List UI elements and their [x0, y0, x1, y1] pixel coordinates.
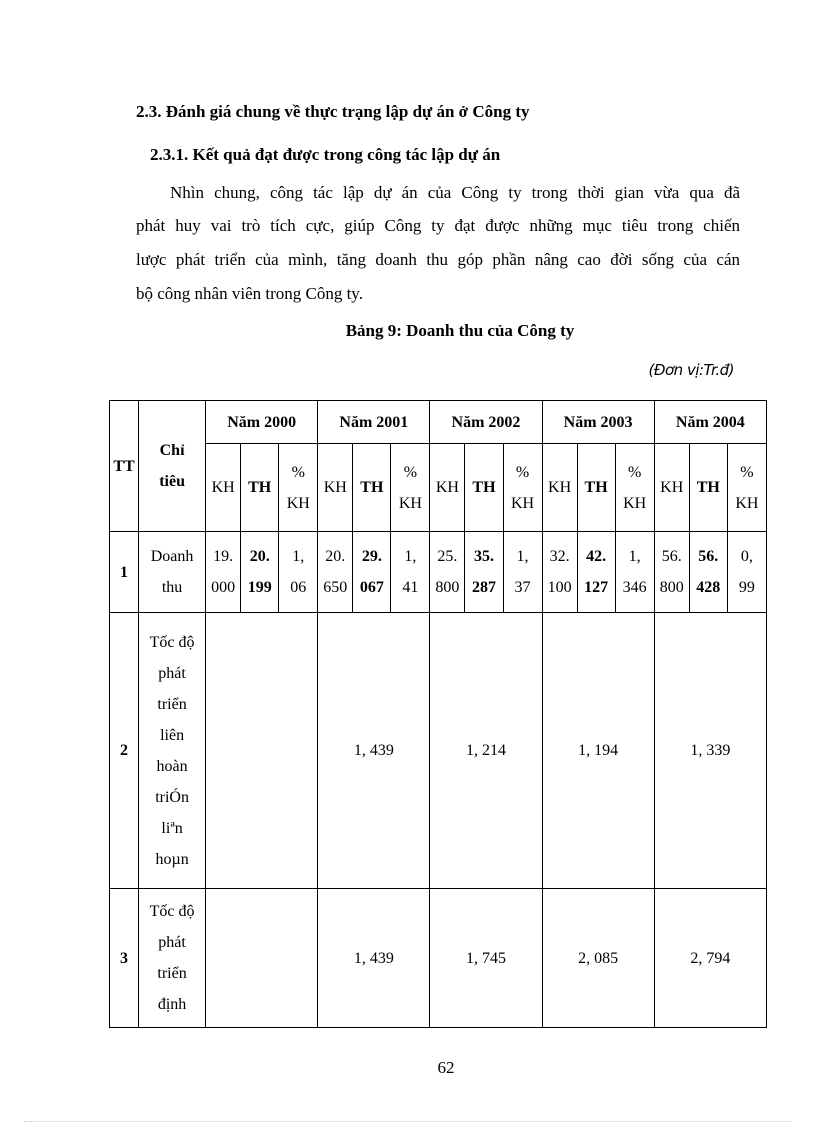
row-3-tt: 3 — [110, 889, 139, 1028]
row-3-value-2004: 2, 794 — [654, 889, 766, 1028]
cell-2003-kh: 32. 100 — [542, 532, 577, 613]
paragraph-line-1: Nhìn chung, công tác lập dự án của Công ty trong thời gian vừa qua đã — [170, 183, 740, 202]
cell-2000-pct: 1, 06 — [279, 532, 318, 613]
subheader-th: TH — [689, 444, 727, 532]
row-2-value-2004: 1, 339 — [654, 613, 766, 889]
row-1-tt: 1 — [110, 532, 139, 613]
header-year-2001: Năm 2001 — [318, 401, 430, 444]
subheader-th: TH — [577, 444, 615, 532]
cell-2001-kh: 20. 650 — [318, 532, 353, 613]
cell-2004-th: 56. 428 — [689, 532, 727, 613]
header-year-2003: Năm 2003 — [542, 401, 654, 444]
row-2-value-2001: 1, 439 — [318, 613, 430, 889]
cell-2003-th: 42. 127 — [577, 532, 615, 613]
row-3-value-2001: 1, 439 — [318, 889, 430, 1028]
row-2-value-2000 — [206, 613, 318, 889]
subheader-pct: % KH — [615, 444, 654, 532]
cell-2000-th: 20. 199 — [241, 532, 279, 613]
subheader-kh: KH — [206, 444, 241, 532]
row-2-value-2003: 1, 194 — [542, 613, 654, 889]
header-tt: TT — [110, 401, 139, 532]
subheader-pct: % KH — [279, 444, 318, 532]
row-2-label: Tốc độ phát triển liên hoàn triÓn liªn hoµn — [139, 613, 206, 889]
subheader-th: TH — [465, 444, 503, 532]
page-number: 62 — [437, 1058, 455, 1077]
subheader-pct: % KH — [391, 444, 430, 532]
cell-2004-kh: 56. 800 — [654, 532, 689, 613]
row-3-value-2002: 1, 745 — [430, 889, 542, 1028]
row-3-value-2003: 2, 085 — [542, 889, 654, 1028]
cell-2000-kh: 19. 000 — [206, 532, 241, 613]
header-indicator: Chỉ tiêu — [139, 401, 206, 532]
subsection-heading: 2.3.1. Kết quả đạt được trong công tác lập dự án — [150, 145, 501, 164]
revenue-table — [109, 400, 767, 1028]
table-caption: Bảng 9: Doanh thu của Công ty — [345, 321, 575, 340]
cell-2002-th: 35. 287 — [465, 532, 503, 613]
cell-2004-pct: 0, 99 — [727, 532, 766, 613]
page-bottom-divider — [24, 1121, 792, 1122]
row-3-label: Tốc độ phát triển định — [139, 889, 206, 1028]
row-3-value-2000 — [206, 889, 318, 1028]
row-1-label: Doanh thu — [139, 532, 206, 613]
header-year-2000: Năm 2000 — [206, 401, 318, 444]
cell-2001-th: 29. 067 — [353, 532, 391, 613]
paragraph-line-3: lược phát triển của mình, tăng doanh thu góp phần nâng cao đời sống của cán — [136, 250, 740, 269]
header-year-2002: Năm 2002 — [430, 401, 542, 444]
row-2-tt: 2 — [110, 613, 139, 889]
cell-2002-kh: 25. 800 — [430, 532, 465, 613]
section-heading: 2.3. Đánh giá chung về thực trạng lập dự án ở Công ty — [136, 102, 530, 121]
subheader-kh: KH — [654, 444, 689, 532]
header-year-2004: Năm 2004 — [654, 401, 766, 444]
subheader-pct: % KH — [503, 444, 542, 532]
paragraph-line-4: bộ công nhân viên trong Công ty. — [136, 284, 363, 303]
subheader-kh: KH — [318, 444, 353, 532]
paragraph-line-2: phát huy vai trò tích cực, giúp Công ty đạt được những mục tiêu trong chiến — [136, 216, 740, 235]
row-2-value-2002: 1, 214 — [430, 613, 542, 889]
cell-2003-pct: 1, 346 — [615, 532, 654, 613]
cell-2001-pct: 1, 41 — [391, 532, 430, 613]
cell-2002-pct: 1, 37 — [503, 532, 542, 613]
subheader-th: TH — [241, 444, 279, 532]
subheader-kh: KH — [542, 444, 577, 532]
subheader-pct: % KH — [727, 444, 766, 532]
subheader-th: TH — [353, 444, 391, 532]
unit-note: (Đơn vị:Tr.đ) — [648, 361, 734, 379]
subheader-kh: KH — [430, 444, 465, 532]
